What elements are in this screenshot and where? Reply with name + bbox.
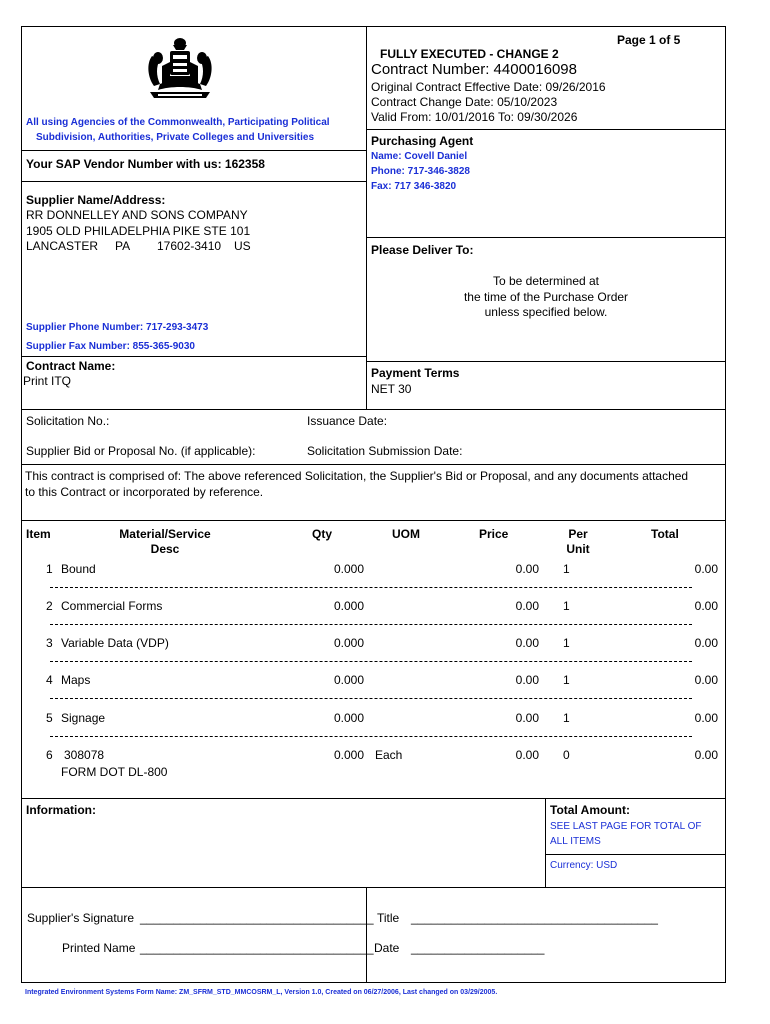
row-total: 0.00 [694,673,718,687]
row-price: 0.00 [515,748,539,762]
hline-currency-top [545,854,726,855]
agent-fax: Fax: 717 346-3820 [371,181,457,192]
row-separator [50,661,692,663]
payment-terms-value: NET 30 [371,382,412,396]
outer-bottom-border [21,982,726,983]
row-description: 308078 [64,748,105,762]
col-header-item: Item [26,527,51,541]
contract-name-title: Contract Name: [26,359,116,373]
comprised-line-1: This contract is comprised of: The above referenced Solicitation, the Supplier's Bid or Proposal, and any documents attached [25,469,689,483]
supplier-fax: Supplier Fax Number: 855-365-9030 [26,341,195,352]
row-total: 0.00 [694,636,718,650]
row-separator [50,587,692,589]
row-per-unit: 1 [563,562,570,576]
coat-of-arms-seal [140,36,220,100]
date-label: Date [374,941,400,955]
row-price: 0.00 [515,562,539,576]
page-indicator: Page 1 of 5 [617,33,681,47]
row-description: Variable Data (VDP) [61,636,169,650]
currency: Currency: USD [550,860,618,871]
row-total: 0.00 [694,599,718,613]
valid-period: Valid From: 10/01/2016 To: 09/30/2026 [371,110,578,124]
information-label: Information: [26,803,96,817]
row-item-number: 2 [46,599,53,613]
row-item-number: 5 [46,711,53,725]
col-header-desc-2: Desc [150,542,180,556]
hline-info-top [21,798,726,799]
vline-total-amount [545,798,546,888]
hline-agent-top [366,129,726,130]
title-line[interactable]: _____________________________________ [411,911,658,925]
contract-number: Contract Number: 4400016098 [371,61,577,78]
total-amount-line-1: SEE LAST PAGE FOR TOTAL OF [550,821,702,832]
date-line[interactable]: ____________________ [411,941,545,955]
row-total: 0.00 [694,562,718,576]
row-description: Signage [61,711,106,725]
supplier-signature-label: Supplier's Signature [27,911,135,925]
form-footer: Integrated Environment Systems Form Name: ZM_SFRM_STD_MMCOSRM_L, Version 1.0, Created on 06/27/2006, Last changed on 03/29/2005. [25,989,498,996]
hline-solicitation-top [21,409,726,410]
supplier-zip: 17602-3410 [157,239,222,253]
solicitation-no: Solicitation No.: [26,414,110,428]
supplier-address: 1905 OLD PHILADELPHIA PIKE STE 101 [26,224,251,238]
hline-comprised-top [21,464,726,465]
row-description: Commercial Forms [61,599,163,613]
row-uom: Each [375,748,403,762]
row-qty: 0.000 [333,673,364,687]
agent-name: Name: Covell Daniel [371,151,468,162]
supplier-title: Supplier Name/Address: [26,193,166,207]
row-price: 0.00 [515,711,539,725]
row-qty: 0.000 [333,636,364,650]
hline-deliver-top [366,237,726,238]
row-per-unit: 0 [563,748,570,762]
contract-name-value: Print ITQ [23,374,72,388]
row-item-number: 6 [46,748,53,762]
col-header-desc-1: Material/Service [119,527,211,541]
row-item-number: 3 [46,636,53,650]
col-header-uom: UOM [392,527,420,541]
deliver-line-2: the time of the Purchase Order [463,290,629,304]
row-qty: 0.000 [333,711,364,725]
row-qty: 0.000 [333,599,364,613]
row-separator [50,736,692,738]
supplier-signature-line[interactable]: ___________________________________ [140,911,374,925]
submission-date: Solicitation Submission Date: [307,444,463,458]
deliver-line-3: unless specified below. [484,305,608,319]
col-header-per-1: Per [568,527,588,541]
hline-payment-top [366,361,726,362]
row-price: 0.00 [515,673,539,687]
supplier-name: RR DONNELLEY AND SONS COMPANY [26,208,248,222]
col-header-qty: Qty [312,527,333,541]
deliver-line-1: To be determined at [492,274,600,288]
row-per-unit: 1 [563,636,570,650]
issuance-date: Issuance Date: [307,414,388,428]
row-qty: 0.000 [333,748,364,762]
agencies-line-1: All using Agencies of the Commonwealth, Participating Political [26,117,330,128]
supplier-bid-no: Supplier Bid or Proposal No. (if applicable): [26,444,256,458]
total-amount-title: Total Amount: [550,803,630,817]
row-item-number: 4 [46,673,53,687]
row-description-2: FORM DOT DL-800 [61,765,168,779]
supplier-phone: Supplier Phone Number: 717-293-3473 [26,322,209,333]
hline-table-top [21,520,726,521]
row-separator [50,698,692,700]
supplier-city: LANCASTER [26,239,99,253]
original-effective-date: Original Contract Effective Date: 09/26/2016 [371,80,606,94]
contract-status: FULLY EXECUTED - CHANGE 2 [380,47,559,61]
comprised-line-2: to this Contract or incorporated by reference. [25,485,264,499]
row-per-unit: 1 [563,599,570,613]
row-description: Bound [61,562,96,576]
agent-phone: Phone: 717-346-3828 [371,166,470,177]
center-divider-top [366,26,367,410]
title-label: Title [377,911,400,925]
outer-right-border [725,26,726,983]
row-total: 0.00 [694,748,718,762]
hline-vendor-bottom [21,181,367,182]
outer-top-border [21,26,726,27]
row-total: 0.00 [694,711,718,725]
purchasing-agent-title: Purchasing Agent [371,134,474,148]
printed-name-line[interactable]: ___________________________________ [140,941,374,955]
row-separator [50,624,692,626]
hline-contract-name-top [21,356,367,357]
supplier-country: US [234,239,251,253]
agencies-line-2: Subdivision, Authorities, Private Colleges and Universities [36,132,315,143]
row-per-unit: 1 [563,673,570,687]
printed-name-label: Printed Name [62,941,136,955]
supplier-state: PA [115,239,131,253]
row-description: Maps [61,673,91,687]
col-header-per-2: Unit [566,542,590,556]
row-per-unit: 1 [563,711,570,725]
col-header-total: Total [651,527,679,541]
vline-signature [366,887,367,983]
outer-left-border [21,26,22,983]
row-price: 0.00 [515,636,539,650]
vendor-number: Your SAP Vendor Number with us: 162358 [26,157,265,171]
hline-agencies-bottom [21,150,367,151]
contract-change-date: Contract Change Date: 05/10/2023 [371,95,558,109]
hline-signature-top [21,887,726,888]
col-header-price: Price [479,527,509,541]
total-amount-line-2: ALL ITEMS [550,836,601,847]
row-price: 0.00 [515,599,539,613]
deliver-title: Please Deliver To: [371,243,474,257]
row-qty: 0.000 [333,562,364,576]
payment-terms-title: Payment Terms [371,366,460,380]
row-item-number: 1 [46,562,53,576]
